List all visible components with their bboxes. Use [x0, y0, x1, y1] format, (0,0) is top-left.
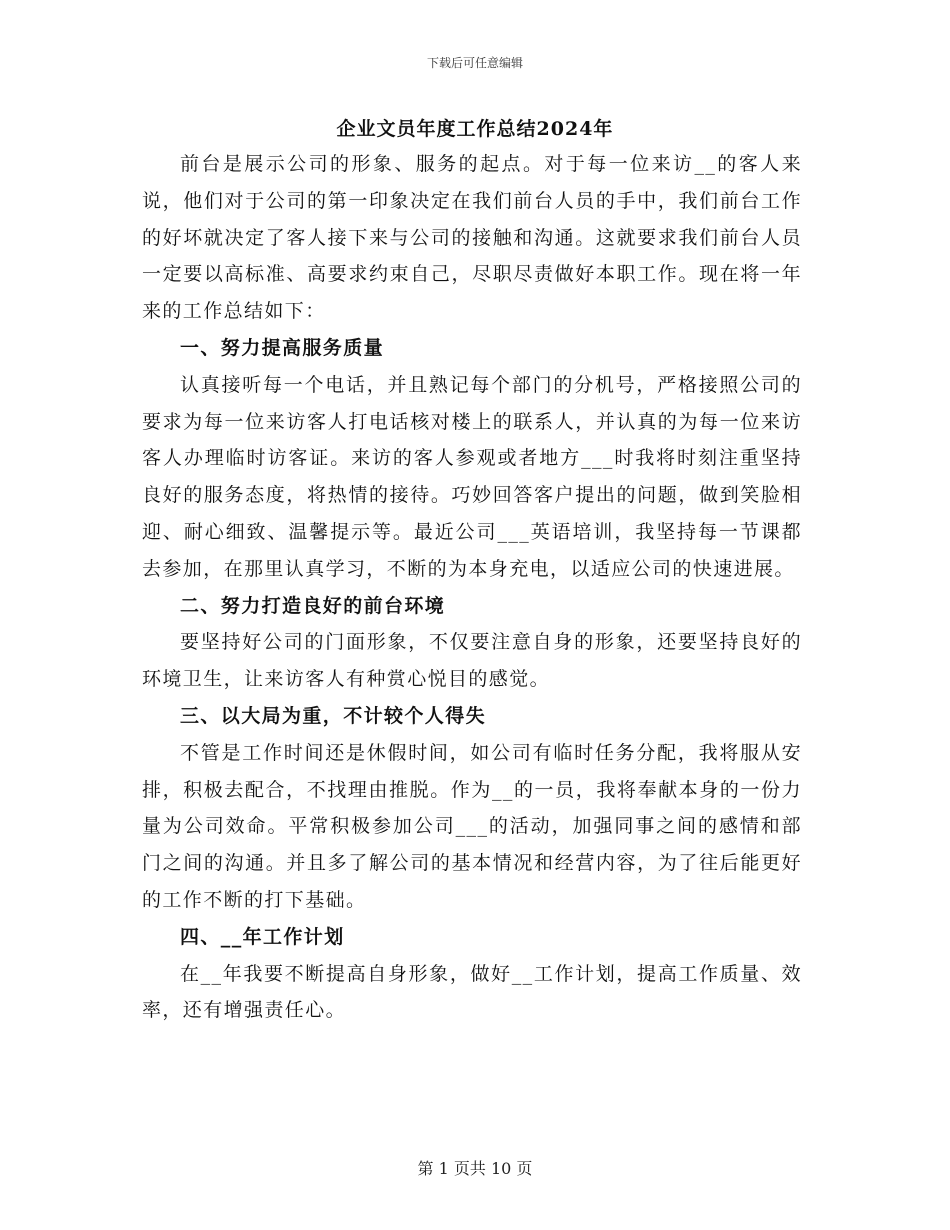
- document-title: 企业文员年度工作总结2024年: [336, 118, 614, 140]
- paragraph-section-4: 在__年我要不断提高自身形象，做好__工作计划，提高工作质量、效率，还有增强责任心。: [142, 962, 802, 1022]
- paragraph-section-1: 认真接听每一个电话，并且熟记每个部门的分机号，严格接照公司的要求为每一位来访客人打电话核对楼上的联系人，并认真的为每一位来访客人办理临时访客证。来访的客人参观或者地方___时我将时刻注重坚持良好的服务态度，将热情的接待。巧妙回答客户提出的问题，做到笑脸相迎、耐心细致、温馨提示等。最近公司___英语培训，我坚持每一节课都去参加，在那里认真学习，不断的为本身充电，以适应公司的快速进展。: [142, 373, 802, 580]
- page-footer: 第 1 页共 10 页: [417, 1159, 533, 1178]
- section-heading-2: 二、努力打造良好的前台环境: [180, 594, 446, 617]
- page-header: 下载后可任意编辑: [426, 56, 523, 70]
- paragraph-intro: 前台是展示公司的形象、服务的起点。对于每一位来访__的客人来说，他们对于公司的第一印象决定在我们前台人员的手中，我们前台工作的好坏就决定了客人接下来与公司的接触和沟通。这就要求我们前台人员一定要以高标准、高要求约束自己，尽职尽责做好本职工作。现在将一年来的工作总结如下：: [142, 153, 802, 323]
- section-heading-4: 四、__年工作计划: [180, 925, 345, 948]
- paragraph-section-3: 不管是工作时间还是休假时间，如公司有临时任务分配，我将服从安排，积极去配合，不找理由推脱。作为__的一员，我将奉献本身的一份力量为公司效命。平常积极参加公司___的活动，加强同事之间的感情和部门之间的沟通。并且多了解公司的基本情况和经营内容，为了往后能更好的工作不断的打下基础。: [142, 741, 802, 911]
- section-heading-1: 一、努力提高服务质量: [180, 336, 385, 359]
- section-heading-3: 三、以大局为重，不计较个人得失: [180, 704, 487, 727]
- paragraph-section-2: 要坚持好公司的门面形象，不仅要注意自身的形象，还要坚持良好的环境卫生，让来访客人有种赏心悦目的感觉。: [142, 631, 802, 691]
- document-body: [142, 146, 802, 1029]
